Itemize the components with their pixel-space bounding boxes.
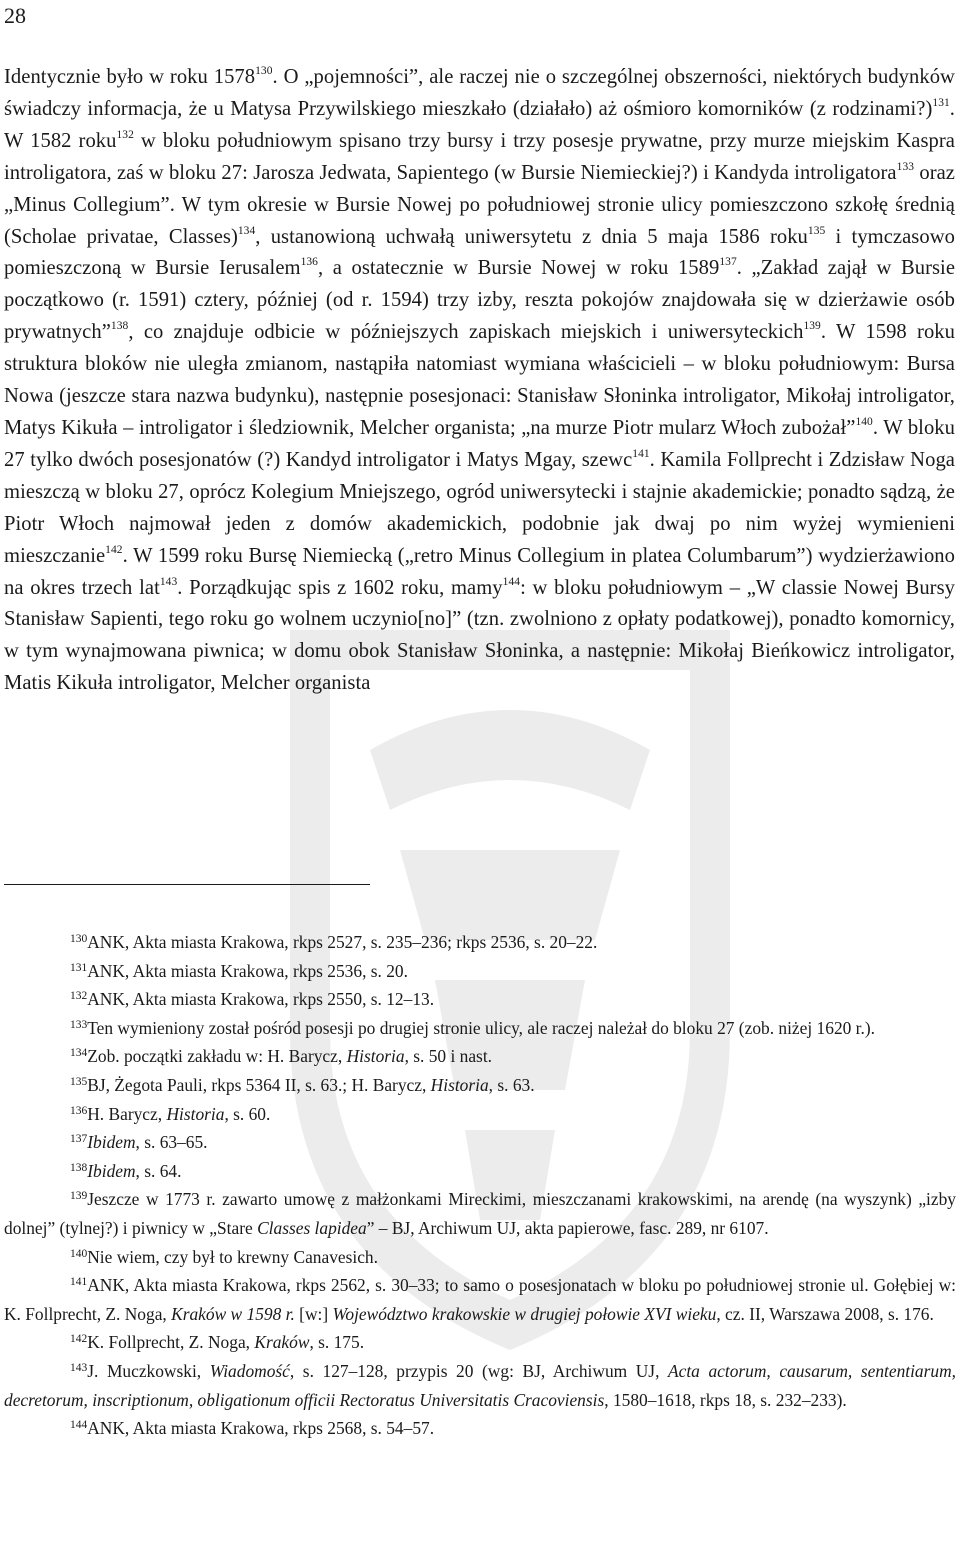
text-run: , ustanowioną uchwałą uniwersytetu z dnia 5 maja 1586 roku xyxy=(255,225,808,248)
footnote-text: , cz. II, Warszawa 2008, s. 176. xyxy=(716,1303,934,1324)
footnote-text: , s. 63–65. xyxy=(135,1132,208,1153)
footnote-text: BJ, Żegota Pauli, rkps 5364 II, s. 63.; H. Barycz, xyxy=(87,1074,431,1095)
footnote-ref[interactable]: 130 xyxy=(255,65,273,77)
footnote-text: , s. 64. xyxy=(135,1160,182,1181)
footnote-text: ANK, Akta miasta Krakowa, rkps 2536, s. 20. xyxy=(87,960,408,981)
text-run: , a ostatecznie w Bursie Nowej w roku 1589 xyxy=(317,257,720,280)
footnote-italic-text: Historia xyxy=(166,1103,225,1124)
text-run: . W 1582 roku xyxy=(4,97,955,152)
footnote-italic-text: Acta actorum, causarum, sententiarum, decretorum, inscriptionum, obligationum officii Rectoratus Universitatis Cracoviensis xyxy=(4,1360,956,1410)
footnote: 142K. Follprecht, Z. Noga, Kraków, s. 175. xyxy=(70,1332,365,1353)
footnote-ref[interactable]: 134 xyxy=(237,224,256,237)
main-text xyxy=(4,62,955,700)
footnote-text: Jeszcze w 1773 r. zawarto umowę z małżonkami Mireckimi, mieszczanami krakowskimi, na arendę (na wyszynk) „izby dolnej” (tylnej?) i piwnicy w „Stare xyxy=(4,1189,956,1238)
text-run: . W bloku 27 tylko dwóch posesjonatów (?) Kandyd introligator i Matys Mgay, szewc xyxy=(4,416,955,471)
footnote: 136H. Barycz, Historia, s. 60. xyxy=(70,1103,271,1124)
text-run: . Porządkując spis z 1602 roku, mamy xyxy=(177,576,503,599)
footnote-text: , 1580–1618, rkps 18, s. 232–233). xyxy=(604,1389,847,1410)
footnote-ref[interactable]: 138 xyxy=(110,320,129,333)
text-run: . W 1598 roku struktura bloków nie uległa zmianom, nastąpiła natomiast wymiana właścicieli – w bloku południowym: Bursa Nowa (jeszcze stara nazwa budynku), następnie posesjonaci: Stanisław Słoninka introligator, Mikołaj introligator, Matys Kikuła – introligator i śledziownik, Melcher organista; „na murze Piotr mularz Włoch zubożał” xyxy=(4,321,956,439)
footnote-text: ANK, Akta miasta Krakowa, rkps 2568, s. 54–57. xyxy=(87,1418,435,1439)
footnote-ref[interactable]: 144 xyxy=(502,575,521,588)
text-run: i tymczasowo pomieszczoną w Bursie Ierusalem xyxy=(4,225,955,280)
footnote: 138Ibidem, s. 64. xyxy=(70,1160,182,1181)
footnote-italic-text: Historia xyxy=(430,1074,489,1095)
footnote: 130ANK, Akta miasta Krakowa, rkps 2527, s. 235–236; rkps 2536, s. 20–22. xyxy=(70,932,598,952)
footnote: 134Zob. początki zakładu w: H. Barycz, Historia, s. 50 i nast. xyxy=(70,1046,492,1067)
footnote-ref[interactable]: 135 xyxy=(807,224,826,237)
footnote: 139Jeszcze w 1773 r. zawarto umowę z małżonkami Mireckimi, mieszczanami krakowskimi, na arendę (na wyszynk) „izby dolnej” (tylnej?) i piwnicy w „Stare Classes lapidea” – BJ, Archiwum UJ, akta papierowe, fasc. 289, nr 6107. xyxy=(4,1189,956,1238)
footnote-italic-text: Classes lapidea xyxy=(257,1217,367,1238)
footnote-text: Nie wiem, czy był to krewny Canavesich. xyxy=(87,1246,378,1267)
footnote-ref[interactable]: 142 xyxy=(105,543,123,556)
footnote: 137Ibidem, s. 63–65. xyxy=(70,1132,208,1153)
text-run: . W 1599 roku Bursę Niemiecką („retro Minus Collegium in platea Columbarum”) wydzierżawiono na okres trzech lat xyxy=(4,544,955,599)
footnote-ref[interactable]: 133 xyxy=(896,160,915,173)
footnote-text: ANK, Akta miasta Krakowa, rkps 2562, s. 30–33; to samo o posesjonatach w bloku po południowej stronie ul. Gołębiej w: K. Follprecht, Z. Noga, xyxy=(4,1275,956,1324)
footnote-text: , s. 60. xyxy=(224,1103,271,1124)
text-run: w bloku południowym spisano trzy bursy i trzy posesje prywatne, przy murze miejskim Kaspra introligatora, zaś w bloku 27: Jarosza Jedwata, Sapientego (w Bursie Niemieckiej?) i Kandyda introligatora xyxy=(4,129,955,184)
footnote: 141ANK, Akta miasta Krakowa, rkps 2562, s. 30–33; to samo o posesjonatach w bloku po południowej stronie ul. Gołębiej w: K. Follprecht, Z. Noga, Kraków w 1598 r. [w:] Województwo krakowskie w drugiej połowie XVI wieku, cz. II, Warszawa 2008, s. 176. xyxy=(4,1275,956,1324)
footnote-italic-text: Ibidem xyxy=(87,1160,136,1181)
text-run: Identycznie było w roku 1578 xyxy=(4,66,256,88)
footnote-italic-text: Województwo krakowskie w drugiej połowie XVI wieku xyxy=(332,1303,717,1324)
footnote: 144ANK, Akta miasta Krakowa, rkps 2568, s. 54–57. xyxy=(70,1418,435,1439)
footnote-separator xyxy=(4,884,370,885)
page-number: 28 xyxy=(4,3,26,28)
footnote-text: ANK, Akta miasta Krakowa, rkps 2527, s. 235–236; rkps 2536, s. 20–22. xyxy=(87,932,598,952)
footnote-italic-text: Kraków w 1598 r. xyxy=(171,1303,295,1324)
footnote-text: Ten wymieniony został pośród posesji po drugiej stronie ulicy, ale raczej należał do bloku 27 (zob. niżej 1620 r.). xyxy=(87,1017,875,1038)
footnote-text: , s. 50 i nast. xyxy=(404,1046,492,1067)
footnote-text: , s. 63. xyxy=(488,1074,535,1095)
footnote-text: Zob. początki zakładu w: H. Barycz, xyxy=(87,1046,347,1067)
footnote: 140Nie wiem, czy był to krewny Canavesich. xyxy=(70,1246,378,1267)
text-run: . „Zakład zajął w Bursie początkowo (r. 1591) cztery, później (od r. 1594) trzy izby, reszta pokojów znajdowała się w dzierżawie osób prywatnych” xyxy=(4,257,956,344)
footnote-ref[interactable]: 139 xyxy=(803,320,821,333)
text-run: : w bloku południowym – „W classie Nowej Bursy Stanisław Sapienti, tego roku go wolnem uczynio[no]” (tzn. zwolniono z opłaty podatkowej), ponadto komornicy, w tym wynajmowana piwnica; w domu obok Stanisław Słoninka, a następnie: Mikołaj Bieńkowicz introligator, Matis Kikuła introligator, Melcher organista xyxy=(4,576,956,695)
main-paragraph xyxy=(4,62,955,700)
footnote-ref[interactable]: 141 xyxy=(632,447,650,460)
footnote-italic-text: Kraków xyxy=(254,1332,310,1353)
text-run: . O „pojemności”, ale raczej nie o szczególnej obszerności, niektórych budynków świadczy informacja, że u Matysa Przywilskiego mieszkało (działało) aż ośmioro komorników (z rodzinami?) xyxy=(4,66,955,120)
footnote-text: K. Follprecht, Z. Noga, xyxy=(87,1332,255,1353)
footnotes xyxy=(4,928,956,1443)
footnote: 135BJ, Żegota Pauli, rkps 5364 II, s. 63.; H. Barycz, Historia, s. 63. xyxy=(70,1074,535,1095)
footnote-ref[interactable]: 143 xyxy=(159,575,178,588)
text-run: oraz „Minus Collegium”. W tym okresie w Bursie Nowej po południowej stronie ulicy pomieszczono szkołę średnią (Scholae privatae, Classes) xyxy=(4,161,955,248)
footnote-italic-text: Wiadomość xyxy=(209,1360,290,1381)
footnote-text: , s. 175. xyxy=(309,1332,365,1353)
footnote-ref[interactable]: 137 xyxy=(719,256,737,269)
footnote: 133Ten wymieniony został pośród posesji po drugiej stronie ulicy, ale raczej należał do bloku 27 (zob. niżej 1620 r.). xyxy=(70,1017,875,1038)
footnote-ref[interactable]: 132 xyxy=(116,128,134,141)
footnote-text: J. Muczkowski, xyxy=(87,1360,210,1381)
footnote-ref[interactable]: 136 xyxy=(300,256,318,269)
footnote: 131ANK, Akta miasta Krakowa, rkps 2536, s. 20. xyxy=(70,960,408,981)
footnote-italic-text: Historia xyxy=(346,1046,405,1067)
text-run: . Kamila Follprecht i Zdzisław Noga mieszczą w bloku 27, oprócz Kolegium Mniejszego, ogród uniwersytecki i stajnie akademickie; ponadto sądzą, że Piotr Włoch najmował jeden z domów akademickich, podobnie jak dwaj po nim wyżej wymienieni mieszczanie xyxy=(4,448,955,567)
footnote-text: ” – BJ, Archiwum UJ, akta papierowe, fasc. 289, nr 6107. xyxy=(366,1217,769,1238)
footnote-text: , s. 127–128, przypis 20 (wg: BJ, Archiwum UJ, xyxy=(289,1360,668,1381)
footnote: 143J. Muczkowski, Wiadomość, s. 127–128, przypis 20 (wg: BJ, Archiwum UJ, Acta actorum, causarum, sententiarum, decretorum, inscriptionum, obligationum officii Rectoratus Universitatis Cracoviensis, 1580–1618, rkps 18, s. 232–233). xyxy=(4,1360,956,1410)
text-run: , co znajduje odbicie w późniejszych zapiskach miejskich i uniwersyteckich xyxy=(128,321,804,344)
footnote: 132ANK, Akta miasta Krakowa, rkps 2550, s. 12–13. xyxy=(70,989,435,1010)
footnote-text: H. Barycz, xyxy=(87,1103,167,1124)
footnote-italic-text: Ibidem xyxy=(87,1132,136,1153)
footnote-text: [w:] xyxy=(294,1303,333,1324)
footnote-ref[interactable]: 131 xyxy=(932,96,950,109)
footnote-ref[interactable]: 140 xyxy=(855,415,873,428)
footnote-text: ANK, Akta miasta Krakowa, rkps 2550, s. 12–13. xyxy=(87,989,435,1010)
